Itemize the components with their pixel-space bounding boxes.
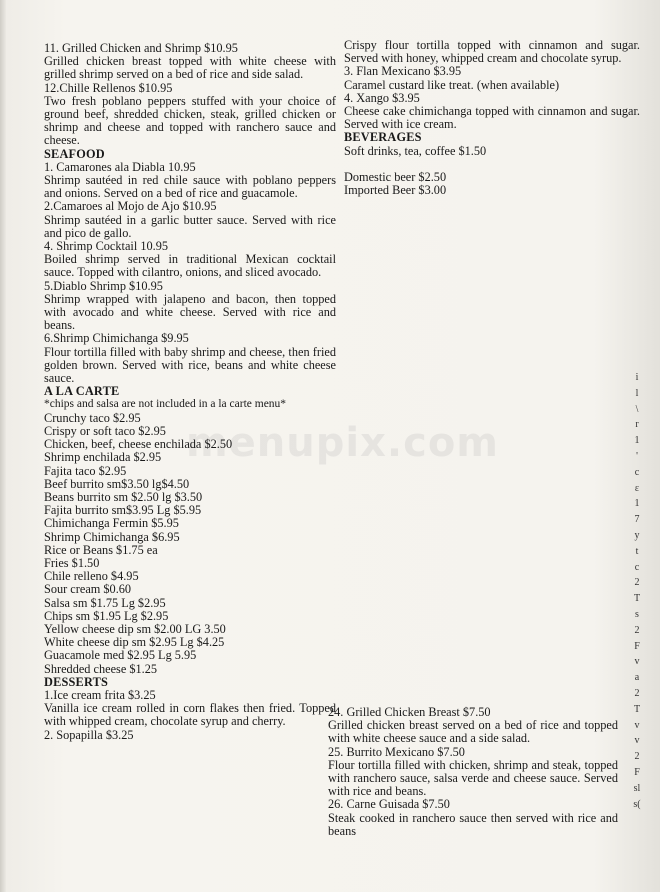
menu-item: Beans burrito sm $2.50 lg $3.50	[44, 489, 203, 504]
bleed-glyph: v	[634, 719, 640, 731]
bleed-through-edge-text	[624, 370, 650, 812]
bleed-glyph: l	[635, 387, 639, 399]
right-top-column	[344, 39, 640, 197]
menu-item: Shrimp enchilada $2.95	[44, 450, 162, 465]
menu-item: Imported Beer $3.00	[344, 183, 447, 198]
menu-item: Crunchy taco $2.95	[44, 410, 141, 425]
menu-item: Yellow cheese dip sm $2.00 LG 3.50	[44, 621, 226, 636]
bleed-glyph: y	[634, 529, 640, 541]
item-description: Crispy flour tortilla topped with cinnamon and sugar. Served with honey, whipped cream and chocolate syrup.	[344, 38, 640, 66]
bleed-glyph: 2	[634, 751, 640, 763]
menu-item: Salsa sm $1.75 Lg $2.95	[44, 595, 166, 610]
bleed-glyph: s	[635, 608, 639, 620]
menu-item: 4. Shrimp Cocktail 10.95	[44, 239, 168, 254]
menu-item: 5.Diablo Shrimp $10.95	[44, 278, 163, 293]
bleed-glyph: 7	[634, 514, 640, 526]
bleed-glyph: 1	[634, 435, 640, 447]
right-bottom-column	[328, 706, 618, 838]
menu-item: Chile relleno $4.95	[44, 569, 139, 584]
bleed-glyph: 1	[634, 498, 640, 510]
item-description: Cheese cake chimichanga topped with cinnamon and sugar. Served with ice cream.	[344, 104, 640, 132]
menu-item: 26. Carne Guisada $7.50	[328, 797, 450, 812]
bleed-glyph: a	[634, 672, 640, 684]
bleed-glyph: t	[635, 545, 639, 557]
menu-item: 11. Grilled Chicken and Shrimp $10.95	[44, 41, 238, 55]
menu-item: 6.Shrimp Chimichanga $9.95	[44, 331, 189, 346]
bleed-glyph: s(	[633, 798, 641, 810]
bleed-glyph: i	[635, 372, 639, 383]
menu-note: *chips and salsa are not included in a la carte menu*	[44, 398, 287, 411]
section-heading: SEAFOOD	[44, 146, 105, 161]
bleed-glyph: F	[634, 640, 640, 652]
menu-item: 4. Xango $3.95	[344, 90, 420, 105]
page-edge-shadow	[0, 0, 6, 892]
bleed-glyph: T	[633, 593, 641, 605]
bleed-glyph: T	[633, 703, 641, 715]
bleed-glyph: 2	[634, 577, 640, 589]
item-description: Steak cooked in ranchero sauce then served with rice and beans	[328, 810, 618, 838]
menu-item: Caramel custard like treat. (when available)	[344, 77, 560, 92]
menu-item: Shrimp Chimichanga $6.95	[44, 529, 180, 544]
bleed-glyph: v	[634, 735, 640, 747]
menu-item: 1.Ice cream frita $3.25	[44, 687, 156, 702]
bleed-glyph: c	[634, 466, 640, 478]
menu-item: 2.Camaroes al Mojo de Ajo $10.95	[44, 199, 217, 214]
item-description: Two fresh poblano peppers stuffed with your choice of ground beef, shredded chicken, steak, grilled chicken or shrimp and cheese and topped with ranchero sauce and cheese.	[44, 93, 336, 148]
bleed-glyph: ε	[634, 482, 640, 494]
bleed-glyph: sl	[633, 782, 641, 794]
menu-item: 25. Burrito Mexicano $7.50	[328, 744, 465, 759]
menu-item: Rice or Beans $1.75 ea	[44, 542, 158, 557]
bleed-glyph: \	[635, 403, 639, 415]
watermark-text: menupix.com	[186, 420, 499, 466]
left-column	[44, 42, 336, 742]
menu-item: Fajita taco $2.95	[44, 463, 127, 478]
menu-item: Fries $1.50	[44, 555, 100, 570]
section-heading: BEVERAGES	[344, 130, 422, 145]
menu-item: Crispy or soft taco $2.95	[44, 423, 166, 438]
menu-item: 2. Sopapilla $3.25	[44, 727, 134, 742]
menu-item: Chicken, beef, cheese enchilada $2.50	[44, 437, 233, 452]
menu-item: Shredded cheese $1.25	[44, 661, 158, 676]
bleed-glyph: '	[636, 450, 638, 462]
item-description: Shrimp wrapped with jalapeno and bacon, then topped with avocado and white cheese. Served with rice and beans.	[44, 291, 336, 333]
bleed-glyph: v	[634, 656, 640, 668]
item-description: Grilled chicken breast topped with white cheese with grilled shrimp served on a bed of rice and side salad.	[44, 54, 336, 82]
spacer	[344, 158, 640, 171]
section-heading: A LA CARTE	[44, 384, 120, 399]
menu-item: Chimichanga Fermin $5.95	[44, 516, 179, 531]
section-heading: DESSERTS	[44, 674, 109, 689]
bleed-glyph: F	[634, 766, 640, 778]
menu-item: Beef burrito sm$3.50 lg$4.50	[44, 476, 190, 491]
menu-item: Chips sm $1.95 Lg $2.95	[44, 608, 169, 623]
menu-item: 12.Chille Rellenos $10.95	[44, 80, 173, 95]
item-description: Vanilla ice cream rolled in corn flakes then fried. Topped with whipped cream, chocolate syrup and cherry.	[44, 701, 336, 729]
menu-item: Domestic beer $2.50	[344, 169, 447, 184]
menu-item: 1. Camarones ala Diabla 10.95	[44, 159, 196, 174]
menu-item: 24. Grilled Chicken Breast $7.50	[328, 705, 491, 719]
item-description: Shrimp sautéed in a garlic butter sauce. Served with rice and pico de gallo.	[44, 212, 336, 240]
item-description: Flour tortilla filled with baby shrimp and cheese, then fried golden brown. Served with rice, beans and white cheese sauce.	[44, 344, 336, 386]
item-description: Flour tortilla filled with chicken, shrimp and steak, topped with ranchero sauce, salsa verde and cheese sauce. Served with rice and beans.	[328, 757, 618, 799]
bleed-glyph: c	[634, 561, 640, 573]
item-description: Boiled shrimp served in traditional Mexican cocktail sauce. Topped with cilantro, onions, and sliced avocado.	[44, 252, 336, 280]
menu-item: Fajita burrito sm$3.95 Lg $5.95	[44, 503, 202, 518]
menu-item: Guacamole med $2.95 Lg 5.95	[44, 648, 197, 663]
bleed-glyph: r	[635, 419, 639, 431]
item-description: Shrimp sautéed in red chile sauce with poblano peppers and onions. Served on a bed of rice and guacamole.	[44, 173, 336, 201]
menu-item: Sour cream $0.60	[44, 582, 132, 597]
bleed-glyph: 2	[634, 687, 640, 699]
menu-item: White cheese dip sm $2.95 Lg $4.25	[44, 635, 225, 650]
menu-item: 3. Flan Mexicano $3.95	[344, 64, 462, 79]
item-description: Grilled chicken breast served on a bed of rice and topped with white cheese sauce and a side salad.	[328, 718, 618, 746]
menu-item: Soft drinks, tea, coffee $1.50	[344, 143, 487, 158]
bleed-glyph: 2	[634, 624, 640, 636]
